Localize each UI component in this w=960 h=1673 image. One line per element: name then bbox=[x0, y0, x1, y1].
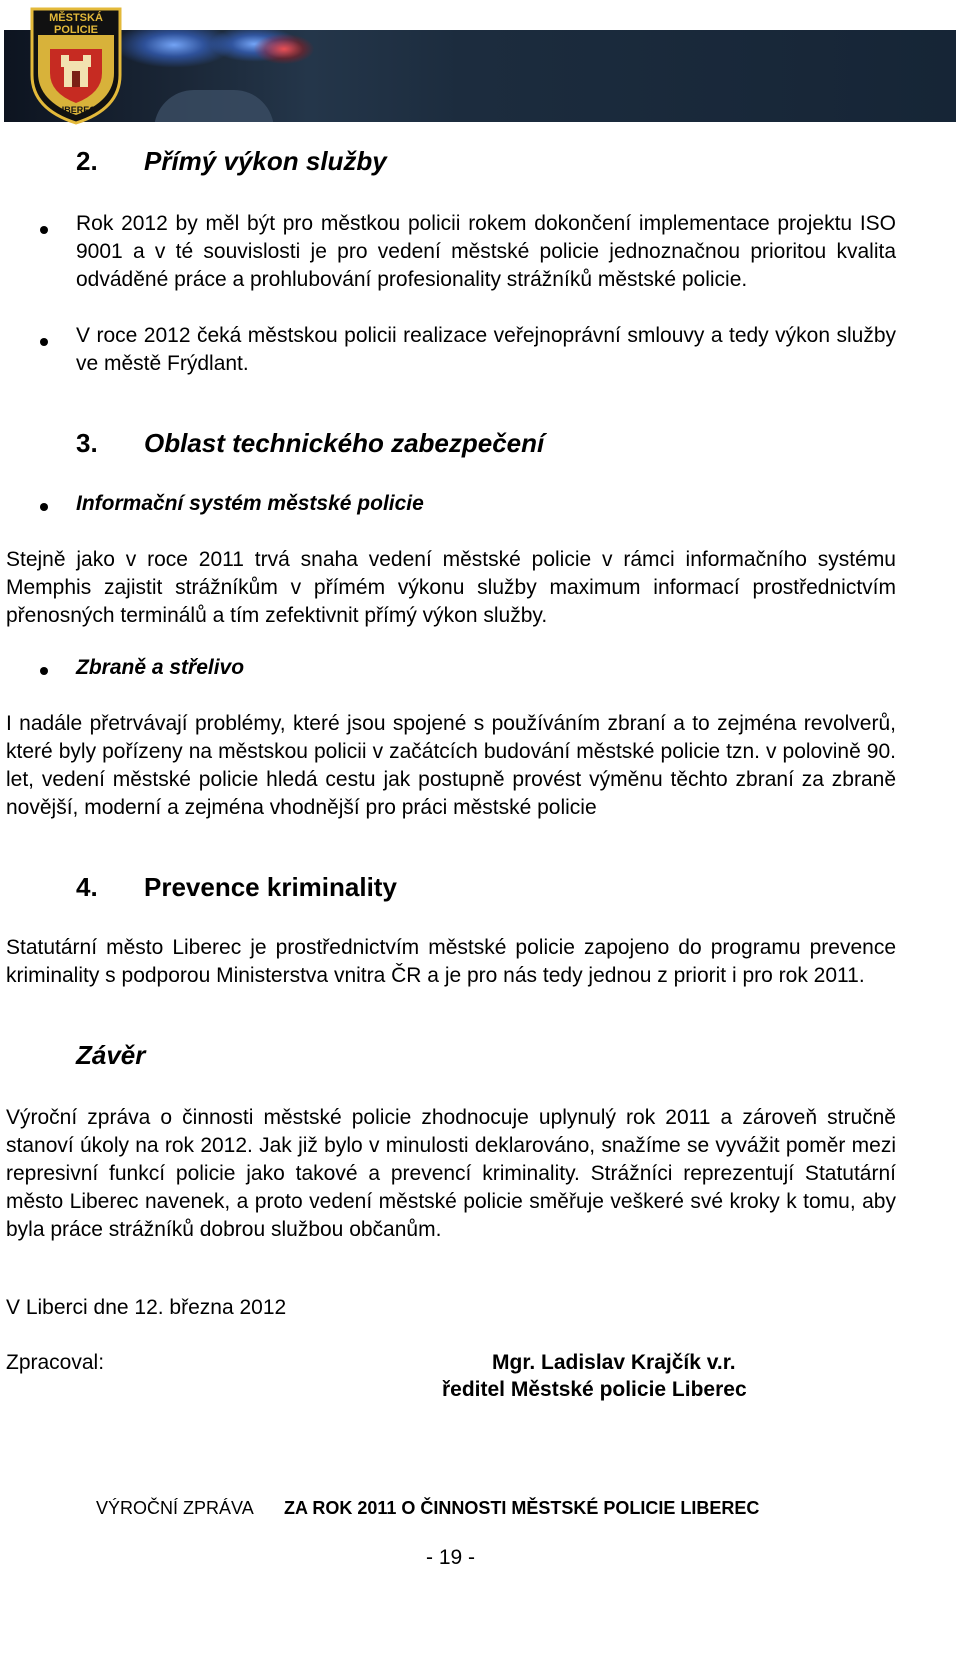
section-4-number: 4. bbox=[76, 872, 98, 902]
signatory-name: Mgr. Ladislav Krajčík v.r. bbox=[492, 1351, 736, 1374]
bullet-icon bbox=[40, 503, 48, 511]
paragraph-crime-prevention: Statutární město Liberec je prostřednictvím městské policie zapojeno do programu prevence kriminality s podporou Ministerstva vnitra ČR a je pro nás tedy jednou z priorit i pro rok 2011. bbox=[6, 936, 896, 987]
paragraph-conclusion: Výroční zpráva o činnosti městské policie zhodnocuje uplynulý rok 2011 a zároveň stručně stanoví úkoly na rok 2012. Jak již bylo v minulosti deklarováno, snažíme se vyvážit poměr mezi represivní funkcí policie jako takové a prevencí kriminality. Strážníci reprezentují Statutární město Liberec navenek, a proto vedení městské policie směřuje veškeré své kroky k tomu, aby byla práce strážníků dobrou službou občanům. bbox=[6, 1106, 896, 1241]
paragraph-weapons: I nadále přetrvávají problémy, které jsou spojené s používáním zbraní a to zejména revolverů, které byly pořízeny na městskou policii v začátcích budování městské policie tzn. v polovině 90. let, vedení městské policie hledá cestu jak postupně provést výměnu těchto zbraní za zbraně novější, moderní a zejména vhodnější pro práci městské policie bbox=[6, 712, 896, 819]
city-police-logo bbox=[28, 5, 124, 125]
police-light-red bbox=[254, 34, 314, 64]
section-2-bullet-2: V roce 2012 čeká městskou policii realizace veřejnoprávní smlouvy a tedy výkon služby ve městě Frýdlant. bbox=[76, 324, 896, 375]
bullet-icon bbox=[40, 338, 48, 346]
section-4-title: Prevence kriminality bbox=[144, 872, 397, 902]
header-banner bbox=[4, 30, 956, 122]
logo-text-bottom: LIBEREC bbox=[56, 105, 96, 115]
section-3-number: 3. bbox=[76, 428, 98, 458]
section-3-title: Oblast technického zabezpečení bbox=[144, 428, 545, 458]
paragraph-information-system: Stejně jako v roce 2011 trvá snaha vedení městské policie v rámci informačního systému Memphis zajistit strážníkům v přímém výkonu služby maximum informací prostřednictvím přenosných terminálů a tím zefektivnit přímý výkon služby. bbox=[6, 548, 896, 627]
bullet-icon bbox=[40, 226, 48, 234]
signatory-position: ředitel Městské policie Liberec bbox=[442, 1378, 747, 1401]
footer-report-label: VÝROČNÍ ZPRÁVA bbox=[96, 1498, 254, 1518]
section-2-title: Přímý výkon služby bbox=[144, 146, 387, 176]
section-2-number: 2. bbox=[76, 146, 98, 176]
bullet-icon bbox=[40, 667, 48, 675]
subheading-information-system: Informační systém městské policie bbox=[76, 492, 424, 515]
section-2-bullet-1: Rok 2012 by měl být pro městkou policii rokem dokončení implementace projektu ISO 9001 a v té souvislosti je pro vedení městské policie jednoznačnou prioritou kvalita odváděné práce a prohlubování profesionality strážníků městské policie. bbox=[76, 212, 896, 291]
subheading-weapons: Zbraně a střelivo bbox=[76, 656, 245, 679]
logo-text-mid: POLICIE bbox=[53, 24, 99, 36]
conclusion-title: Závěr bbox=[76, 1040, 146, 1070]
prepared-by-label: Zpracoval: bbox=[6, 1351, 105, 1374]
logo-text-top: MĚSTSKÁ bbox=[49, 12, 103, 24]
police-car-silhouette bbox=[154, 90, 274, 122]
footer-report-title: ZA ROK 2011 O ČINNOSTI MĚSTSKÉ POLICIE LIBEREC bbox=[284, 1498, 760, 1518]
page-number: - 19 - bbox=[426, 1546, 476, 1569]
place-and-date: V Liberci dne 12. března 2012 bbox=[6, 1296, 287, 1319]
